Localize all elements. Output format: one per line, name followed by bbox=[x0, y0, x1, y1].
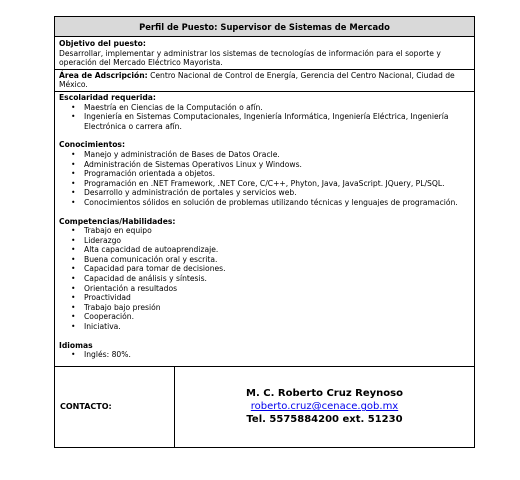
list-item: • Programación en .NET Framework, .NET Core, C/C++, Phyton, Java, JavaScript. JQuery, PL/SQL. bbox=[59, 179, 470, 189]
page-title: Perfil de Puesto: Supervisor de Sistemas de Mercado bbox=[55, 17, 474, 37]
area-text: Centro Nacional de Control de Energía, Gerencia del Centro Nacional, Ciudad de México. bbox=[59, 70, 455, 90]
list-item: • Buena comunicación oral y escrita. bbox=[59, 255, 470, 265]
job-profile-table bbox=[54, 16, 475, 448]
list-item: • Ingeniería en Sistemas Computacionales, Ingeniería Informática, Ingeniería Eléctrica, Ingeniería Electrónica o carrera afín. bbox=[59, 112, 470, 131]
skills-heading: Competencias/Habilidades: bbox=[59, 216, 176, 226]
list-item: • Liderazgo bbox=[59, 236, 470, 246]
languages-list bbox=[59, 350, 470, 360]
list-item: • Iniciativa. bbox=[59, 322, 470, 332]
profile-body bbox=[55, 37, 474, 366]
list-item: • Proactividad bbox=[59, 293, 470, 303]
list-item: • Alta capacidad de autoaprendizaje. bbox=[59, 245, 470, 255]
list-item: • Capacidad para tomar de decisiones. bbox=[59, 264, 470, 274]
list-item: • Conocimientos sólidos en solución de problemas utilizando técnicas y lenguajes de programación. bbox=[59, 198, 470, 208]
list-item: • Programación orientada a objetos. bbox=[59, 169, 470, 179]
knowledge-heading: Conocimientos: bbox=[59, 140, 125, 150]
education-list bbox=[59, 103, 470, 132]
languages-heading: Idiomas bbox=[59, 340, 93, 350]
list-item: • Maestría en Ciencias de la Computación o afín. bbox=[59, 103, 470, 113]
list-item: • Orientación a resultados bbox=[59, 284, 470, 294]
contact-label: CONTACTO: bbox=[55, 367, 175, 447]
list-item: • Manejo y administración de Bases de Datos Oracle. bbox=[59, 150, 470, 160]
knowledge-list bbox=[59, 150, 470, 208]
contact-email-link[interactable]: roberto.cruz@cenace.gob.mx bbox=[250, 401, 399, 413]
list-item: • Cooperación. bbox=[59, 312, 470, 322]
contact-row bbox=[55, 366, 474, 447]
objective-text: Desarrollar, implementar y administrar los sistemas de tecnologías de información para el soporte y operación del Mercado Eléctrico Mayorista. bbox=[59, 48, 441, 68]
list-item: • Trabajo bajo presión bbox=[59, 303, 470, 313]
list-item: • Administración de Sistemas Operativos Linux y Windows. bbox=[59, 160, 470, 170]
contact-name: M. C. Roberto Cruz Reynoso bbox=[246, 388, 403, 400]
objective-section bbox=[55, 39, 474, 70]
skills-list bbox=[59, 226, 470, 332]
contact-info bbox=[175, 367, 474, 447]
list-item: • Trabajo en equipo bbox=[59, 226, 470, 236]
area-heading: Área de Adscripción: bbox=[59, 70, 148, 80]
contact-phone: Tel. 5575884200 ext. 51230 bbox=[246, 414, 403, 426]
area-section bbox=[55, 71, 474, 92]
list-item: • Desarrollo y administración de portales y servicios web. bbox=[59, 188, 470, 198]
objective-heading: Objetivo del puesto: bbox=[59, 39, 146, 48]
education-heading: Escolaridad requerida: bbox=[59, 92, 156, 102]
list-item: • Inglés: 80%. bbox=[59, 350, 470, 360]
list-item: • Capacidad de análisis y síntesis. bbox=[59, 274, 470, 284]
